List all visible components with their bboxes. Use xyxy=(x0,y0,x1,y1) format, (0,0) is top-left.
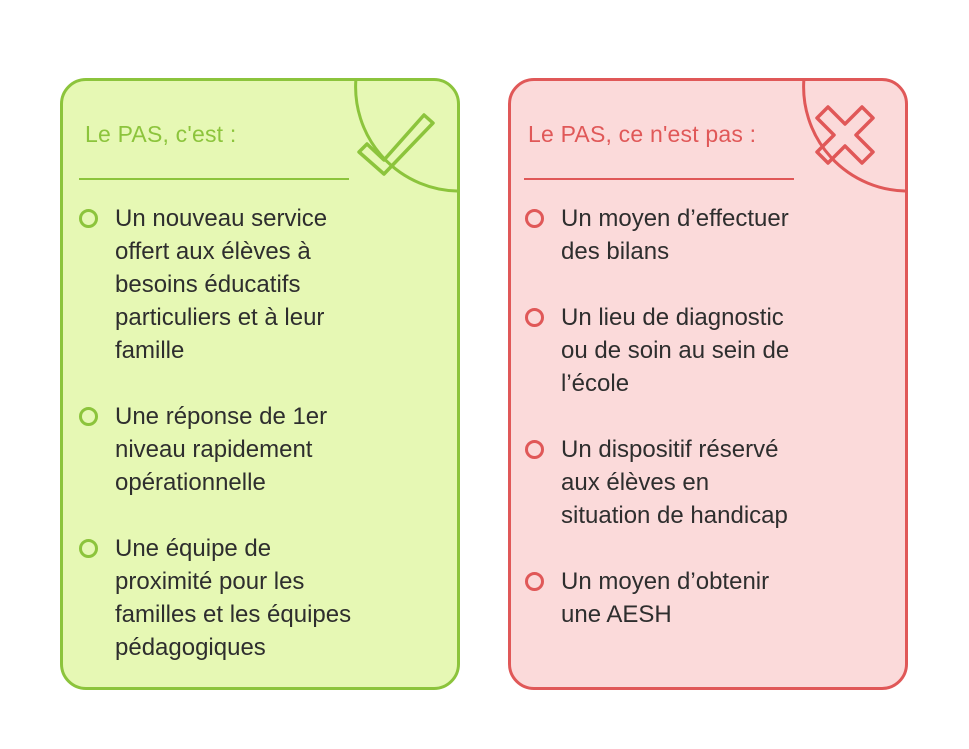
cross-badge xyxy=(778,78,908,208)
title-divider xyxy=(524,178,794,180)
list-item: Un moyen d’obtenir une AESH xyxy=(511,565,905,631)
checkmark-icon xyxy=(359,115,433,174)
items-list xyxy=(63,202,457,690)
list-item: Un moyen d’effectuer des bilans xyxy=(511,202,905,268)
card-title: Le PAS, ce n'est pas : xyxy=(528,121,757,147)
circle-bullet-icon xyxy=(79,209,98,228)
list-item: Un nouveau service offert aux élèves à besoins éducatifs particuliers et à leur famille xyxy=(63,202,457,367)
list-item: Un dispositif réservé aux élèves en situation de handicap xyxy=(511,433,905,532)
title-divider xyxy=(79,178,349,180)
circle-bullet-icon xyxy=(79,407,98,426)
circle-bullet-icon xyxy=(79,539,98,558)
items-list xyxy=(511,202,905,664)
circle-bullet-icon xyxy=(525,209,544,228)
card-le-pas-cest xyxy=(60,78,460,690)
list-item: Un lieu de diagnostic ou de soin au sein de l’école xyxy=(511,301,905,400)
card-le-pas-ce-nest-pas xyxy=(508,78,908,690)
checkmark-badge xyxy=(330,78,460,208)
cross-icon xyxy=(817,107,873,163)
circle-bullet-icon xyxy=(525,308,544,327)
card-title: Le PAS, c'est : xyxy=(85,121,237,147)
list-item: Une réponse de 1er niveau rapidement opérationnelle xyxy=(63,400,457,499)
circle-bullet-icon xyxy=(525,440,544,459)
circle-bullet-icon xyxy=(525,572,544,591)
list-item: Une équipe de proximité pour les familles et les équipes pédagogiques xyxy=(63,532,457,664)
